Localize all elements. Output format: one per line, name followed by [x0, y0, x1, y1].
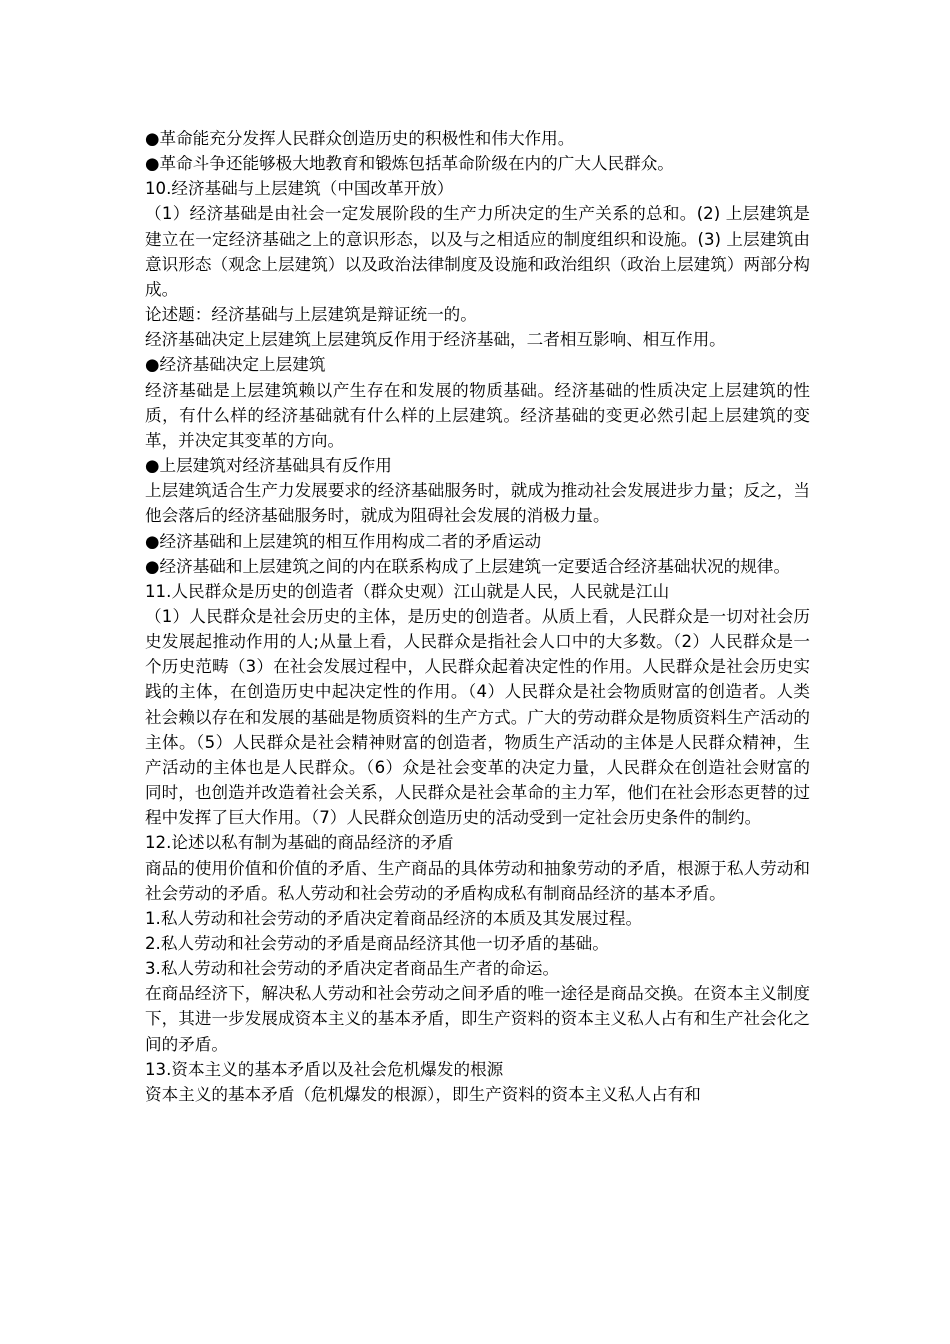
body-paragraph: 经济基础决定上层建筑上层建筑反作用于经济基础，二者相互影响、相互作用。	[145, 330, 726, 350]
bullet-paragraph: ●经济基础和上层建筑之间的内在联系构成了上层建筑一定要适合经济基础状况的规律。	[145, 556, 791, 576]
section-heading: 12.论述以私有制为基础的商品经济的矛盾	[145, 833, 454, 853]
section-heading: 10.经济基础与上层建筑（中国改革开放）	[145, 179, 454, 199]
numbered-item: 2.私人劳动和社会劳动的矛盾是商品经济其他一切矛盾的基础。	[145, 934, 609, 953]
body-paragraph: 经济基础是上层建筑赖以产生存在和发展的物质基础。经济基础的性质决定上层建筑的性质，有什么样的经济基础就有什么样的上层建筑。经济基础的变更必然引起上层建筑的变革，并决定其变革的方向。	[145, 380, 810, 450]
bullet-paragraph: ●经济基础决定上层建筑	[145, 355, 326, 375]
section-heading: 13.资本主义的基本矛盾以及社会危机爆发的根源	[145, 1059, 504, 1079]
body-paragraph: （1）经济基础是由社会一定发展阶段的生产力所决定的生产关系的总和。(2) 上层建筑是建立在一定经济基础之上的意识形态，以及与之相适应的制度组织和设施。(3) 上层建筑由意识形态（观念上层建筑）以及政治法律制度及设施和政治组织（政治上层建筑）两部分构成。	[145, 204, 810, 299]
body-paragraph: 在商品经济下，解决私人劳动和社会劳动之间矛盾的唯一途径是商品交换。在资本主义制度下，其进一步发展成资本主义的基本矛盾，即生产资料的资本主义私人占有和生产社会化之间的矛盾。	[145, 984, 810, 1054]
bullet-paragraph: ●革命斗争还能够极大地教育和锻炼包括革命阶级在内的广大人民群众。	[145, 154, 674, 174]
body-paragraph: 商品的使用价值和价值的矛盾、生产商品的具体劳动和抽象劳动的矛盾，根源于私人劳动和社会劳动的矛盾。私人劳动和社会劳动的矛盾构成私有制商品经济的基本矛盾。	[145, 858, 810, 903]
section-heading: 11.人民群众是历史的创造者（群众史观）江山就是人民，人民就是江山	[145, 581, 670, 601]
body-paragraph: 上层建筑适合生产力发展要求的经济基础服务时，就成为推动社会发展进步力量；反之，当他会落后的经济基础服务时，就成为阻碍社会发展的消极力量。	[145, 481, 810, 526]
body-paragraph: 资本主义的基本矛盾（危机爆发的根源），即生产资料的资本主义私人占有和	[145, 1084, 701, 1104]
body-paragraph: （1）人民群众是社会历史的主体，是历史的创造者。从质上看，人民群众是一切对社会历史发展起推动作用的人;从量上看，人民群众是指社会人口中的大多数。（2）人民群众是一个历史范畴（3）在社会发展过程中，人民群众起着决定性的作用。人民群众是社会历史实践的主体，在创造历史中起决定性的作用。（4）人民群众是社会物质财富的创造者。人类社会赖以存在和发展的基础是物质资料的生产方式。广大的劳动群众是物质资料生产活动的主体。（5）人民群众是社会精神财富的创造者，物质生产活动的主体是人民群众精神，生产活动的主体也是人民群众。（6）众是社会变革的决定力量，人民群众在创造社会财富的同时，也创造并改造着社会关系，人民群众是社会革命的主力军，他们在社会形态更替的过程中发挥了巨大作用。（7）人民群众创造历史的活动受到一定社会历史条件的制约。	[145, 606, 810, 828]
document-page	[145, 126, 810, 1107]
bullet-paragraph: ●上层建筑对经济基础具有反作用	[145, 456, 392, 476]
body-paragraph: 论述题：经济基础与上层建筑是辩证统一的。	[145, 305, 477, 325]
numbered-item: 1.私人劳动和社会劳动的矛盾决定着商品经济的本质及其发展过程。	[145, 908, 643, 928]
bullet-paragraph: ●经济基础和上层建筑的相互作用构成二者的矛盾运动	[145, 531, 542, 551]
bullet-paragraph: ●革命能充分发挥人民群众创造历史的积极性和伟大作用。	[145, 129, 575, 148]
numbered-item: 3.私人劳动和社会劳动的矛盾决定者商品生产者的命运。	[145, 959, 560, 979]
